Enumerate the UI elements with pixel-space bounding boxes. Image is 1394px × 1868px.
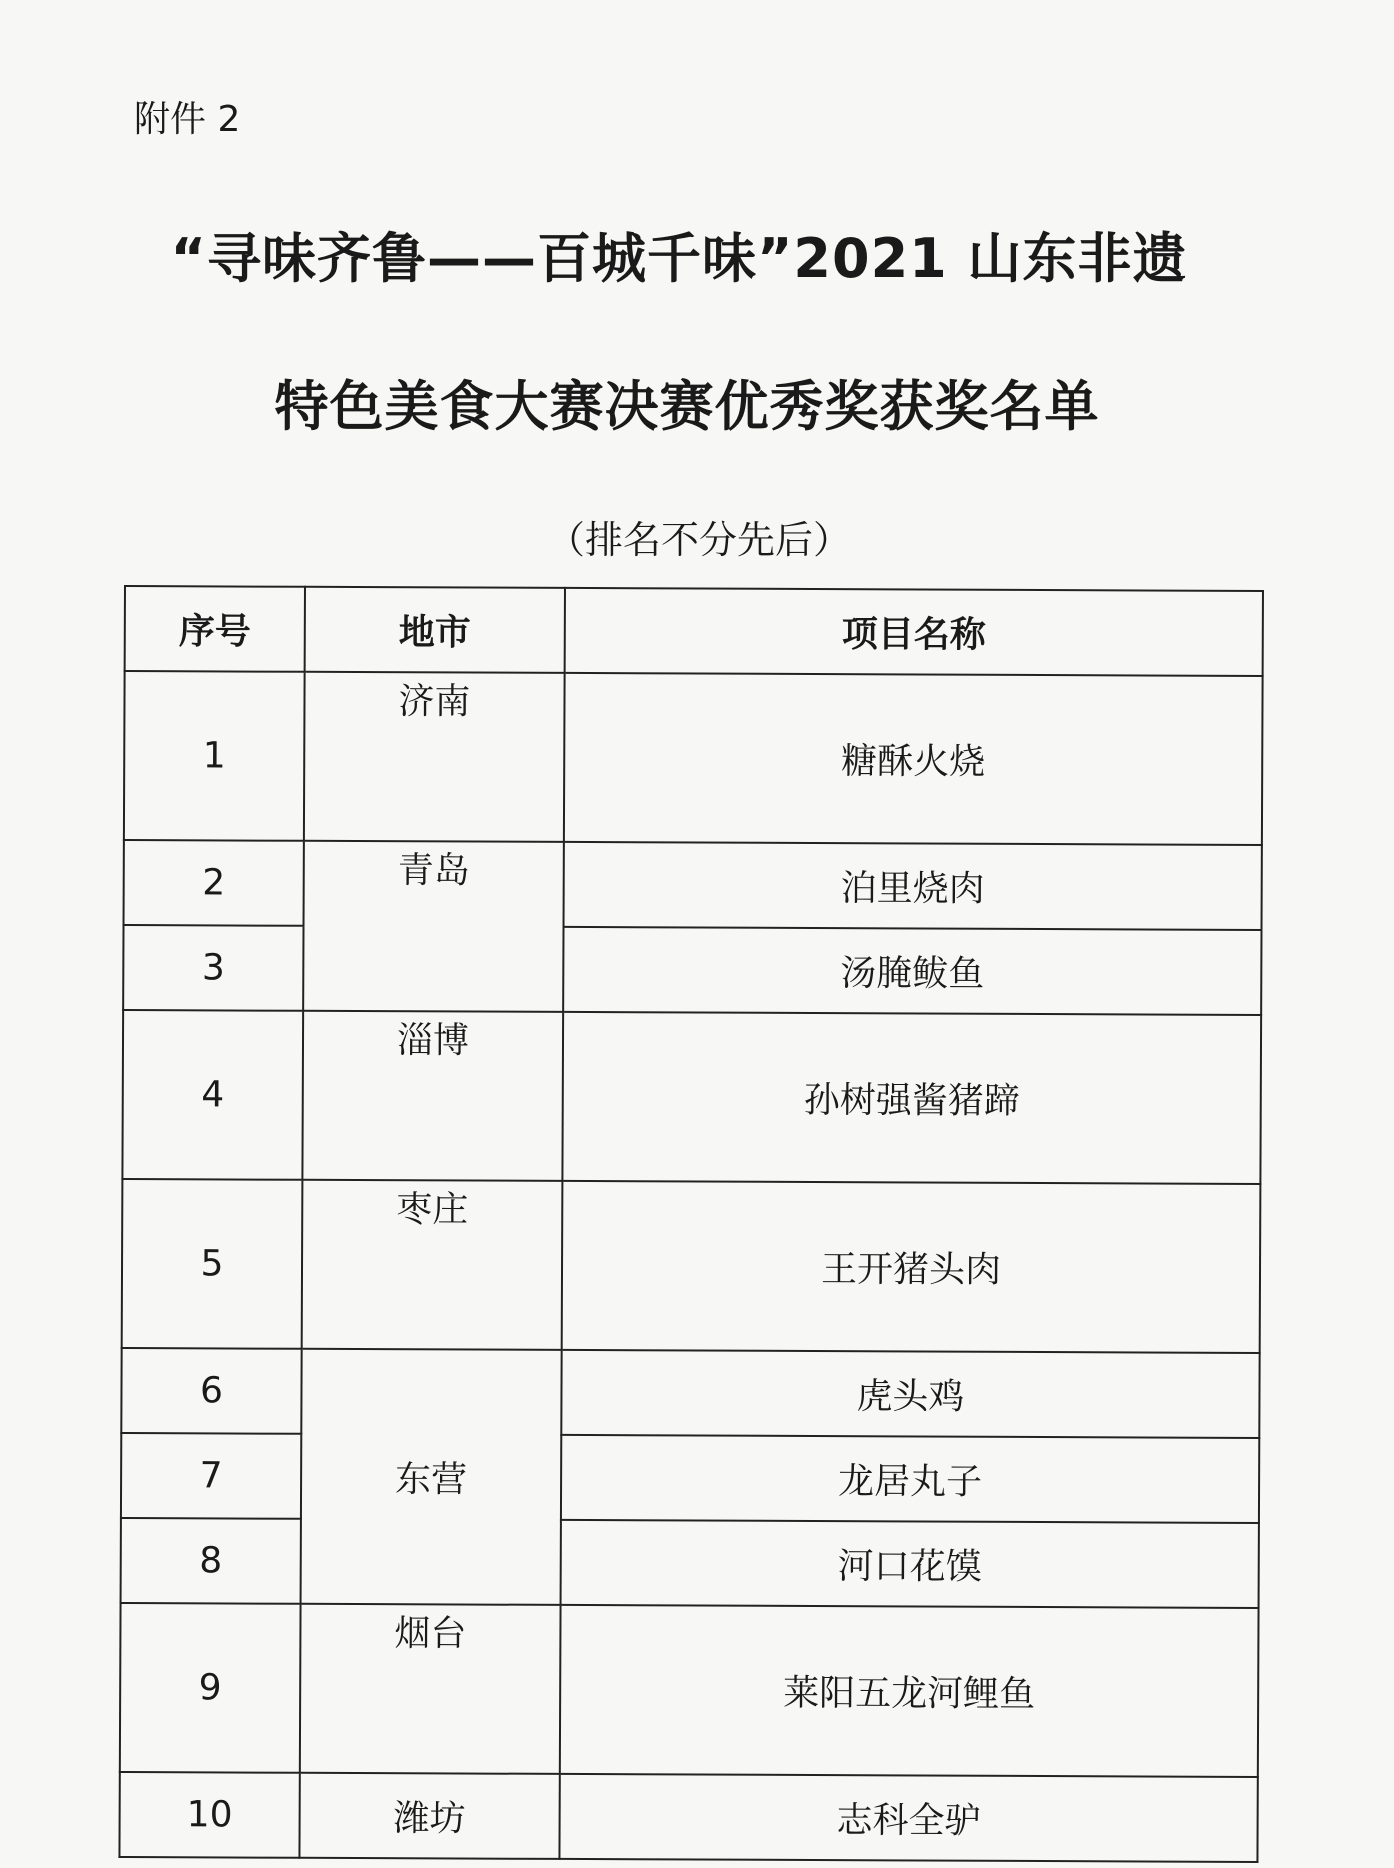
- document-title-line1: “寻味齐鲁——百城千味”2021 山东非遗: [170, 227, 1188, 290]
- row-number: 7: [121, 1433, 301, 1519]
- row-number: 9: [120, 1603, 301, 1773]
- row-city: 潍坊: [299, 1773, 559, 1859]
- table-row: [120, 1603, 1259, 1777]
- header-item-name: 项目名称: [565, 588, 1263, 676]
- row-item: 龙居丸子: [561, 1435, 1259, 1523]
- row-item: 糖酥火烧: [564, 673, 1263, 845]
- table-header-row: [125, 586, 1263, 676]
- header-number: 序号: [125, 586, 305, 672]
- table-row: [123, 925, 1261, 1015]
- row-item: 虎头鸡: [561, 1350, 1259, 1438]
- row-item: 河口花馍: [561, 1520, 1259, 1608]
- row-city: 淄博: [302, 1011, 563, 1181]
- table-row: [121, 1433, 1259, 1523]
- row-item: 莱阳五龙河鲤鱼: [560, 1605, 1259, 1777]
- row-city: 枣庄: [302, 1180, 563, 1350]
- row-number: 3: [123, 925, 303, 1011]
- table-row: [119, 1772, 1257, 1862]
- table-row: [122, 1179, 1261, 1353]
- ranking-note: （排名不分先后）: [546, 518, 851, 562]
- table-row: [121, 1518, 1259, 1608]
- row-number: 1: [124, 671, 305, 841]
- row-city: 青岛: [303, 841, 564, 1012]
- row-number: 4: [122, 1010, 303, 1180]
- awards-table: [118, 585, 1264, 1863]
- row-city: 东营: [301, 1349, 562, 1605]
- table-row: [122, 1010, 1261, 1184]
- attachment-label: 附件 2: [134, 99, 241, 140]
- row-item: 孙树强酱猪蹄: [562, 1012, 1261, 1184]
- header-city: 地市: [305, 587, 565, 673]
- row-number: 10: [119, 1772, 299, 1858]
- row-number: 2: [124, 840, 304, 926]
- row-number: 8: [121, 1518, 301, 1604]
- row-city: 烟台: [300, 1604, 561, 1774]
- table-row: [124, 840, 1262, 930]
- document-title-line2: 特色美食大赛决赛优秀奖获奖名单: [274, 375, 1100, 438]
- row-number: 6: [121, 1348, 301, 1434]
- row-item: 泊里烧肉: [564, 842, 1262, 930]
- row-item: 汤腌鲅鱼: [563, 927, 1261, 1015]
- table-row: [124, 671, 1263, 845]
- row-item: 王开猪头肉: [562, 1181, 1261, 1353]
- row-city: 济南: [304, 672, 565, 842]
- row-number: 5: [122, 1179, 303, 1349]
- row-item: 志科全驴: [559, 1774, 1257, 1862]
- table-row: [121, 1348, 1259, 1438]
